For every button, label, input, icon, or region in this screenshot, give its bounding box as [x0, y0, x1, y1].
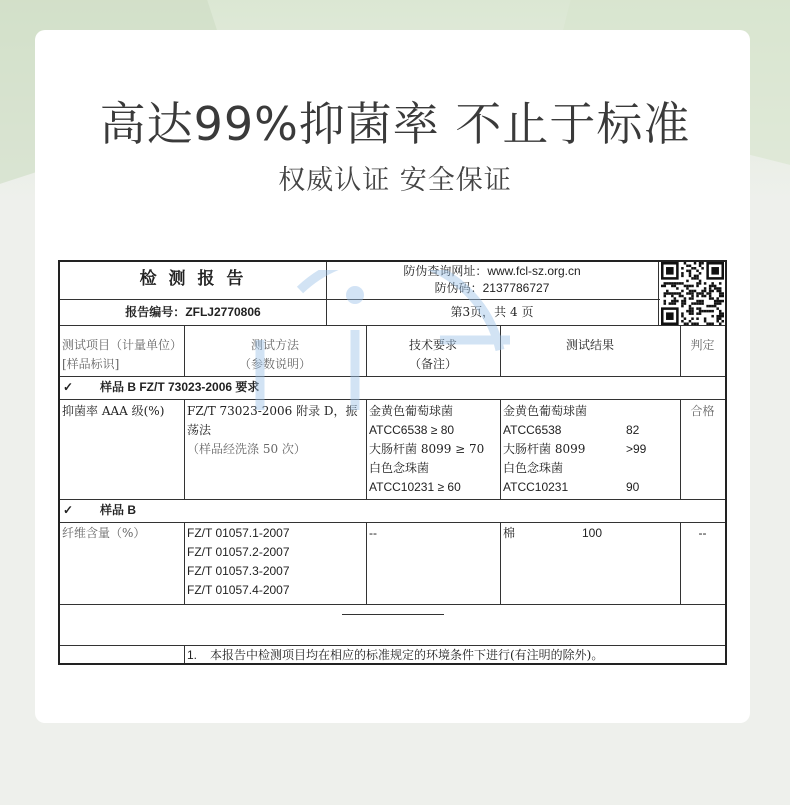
row2-item: 纤维含量（%） [62, 526, 146, 540]
row1-method-note: （样品经洗涤 50 次） [187, 442, 306, 456]
row2-method: FZ/T 01057.1-2007 [187, 526, 290, 540]
divider [184, 399, 185, 499]
qr-code-icon [660, 262, 725, 325]
subline: 权威认证 安全保证 [278, 165, 512, 196]
row1-item: 抑菌率 AAA 级(%) [62, 404, 165, 418]
divider [184, 522, 185, 604]
col-method-header: 测试方法 [250, 338, 299, 352]
report-number [60, 303, 326, 322]
row1-req: 大肠杆菌 8099 ≥ 70 [369, 442, 485, 456]
divider [658, 262, 659, 325]
row2-req: -- [369, 526, 377, 540]
col-req-header: 技术要求 [408, 338, 457, 352]
row1-req: 白色念珠菌 [369, 461, 430, 475]
note-number: 1. [187, 648, 198, 662]
divider [60, 399, 725, 400]
test-report [58, 260, 727, 665]
verify-code: 防伪码：2137786727 [434, 281, 550, 295]
report-title: 检 测 报 告 [139, 269, 247, 289]
row1-req: 金黄色葡萄球菌 [369, 404, 454, 418]
divider [60, 299, 660, 300]
divider [500, 399, 501, 499]
page-info: 第3页，共 4 页 [450, 305, 534, 319]
headline: 高达99%抑菌率 不止于标准 [99, 97, 691, 151]
divider [60, 604, 725, 605]
divider [60, 376, 725, 377]
divider [60, 325, 725, 326]
row1-result-name: 大肠杆菌 8099 [503, 442, 586, 456]
row1-method: 荡法 [187, 423, 212, 437]
col-result-header: 测试结果 [565, 338, 614, 352]
divider [366, 522, 367, 604]
row1-result-value: >99 [626, 442, 647, 456]
row2-result-name: 棉 [503, 526, 516, 540]
row1-req: ATCC6538 ≥ 80 [369, 423, 455, 437]
divider [60, 522, 725, 523]
row2-method: FZ/T 01057.2-2007 [187, 545, 290, 559]
divider [184, 645, 185, 665]
end-rule [342, 614, 444, 615]
row1-req: ATCC10231 ≥ 60 [369, 480, 461, 494]
col-item-sub: [样品标识] [62, 357, 120, 371]
check-icon: ✓ [63, 503, 74, 517]
row1-result-value: 82 [626, 423, 640, 437]
col-item-header: 测试项目（计量单位） [62, 338, 183, 352]
row1-result-value: 90 [626, 480, 640, 494]
row1-result: 金黄色葡萄球菌 [503, 404, 588, 418]
report-note: 本报告中检测项目均在相应的标准规定的环境条件下进行(有注明的除外)。 [210, 648, 604, 662]
row2-method: FZ/T 01057.3-2007 [187, 564, 290, 578]
check-icon: ✓ [63, 380, 74, 394]
verify-site: 防伪查询网址：www.fcl-sz.org.cn [403, 264, 581, 278]
row1-result-name: ATCC6538 [503, 423, 562, 437]
col-method-sub: （参数说明） [238, 357, 311, 371]
row2-method: FZ/T 01057.4-2007 [187, 583, 290, 597]
col-req-sub: （备注） [408, 357, 457, 371]
divider [366, 399, 367, 499]
row1-judge: 合格 [690, 404, 715, 418]
divider [60, 499, 725, 500]
section1-title: 样品 B FZ/T 73023-2006 要求 [100, 380, 260, 394]
row2-judge: -- [698, 526, 707, 540]
col-judge-header: 判定 [690, 338, 715, 352]
row1-result-name: ATCC10231 [503, 480, 569, 494]
divider [500, 522, 501, 604]
row2-result-value: 100 [582, 526, 603, 540]
report-number-value: ZFLJ2770806 [185, 305, 261, 319]
report-number-label: 报告编号： [125, 305, 186, 319]
row1-result: 白色念珠菌 [503, 461, 564, 475]
row1-method: FZ/T 73023-2006 附录 D，振 [187, 404, 358, 418]
section2-title: 样品 B [100, 503, 137, 517]
